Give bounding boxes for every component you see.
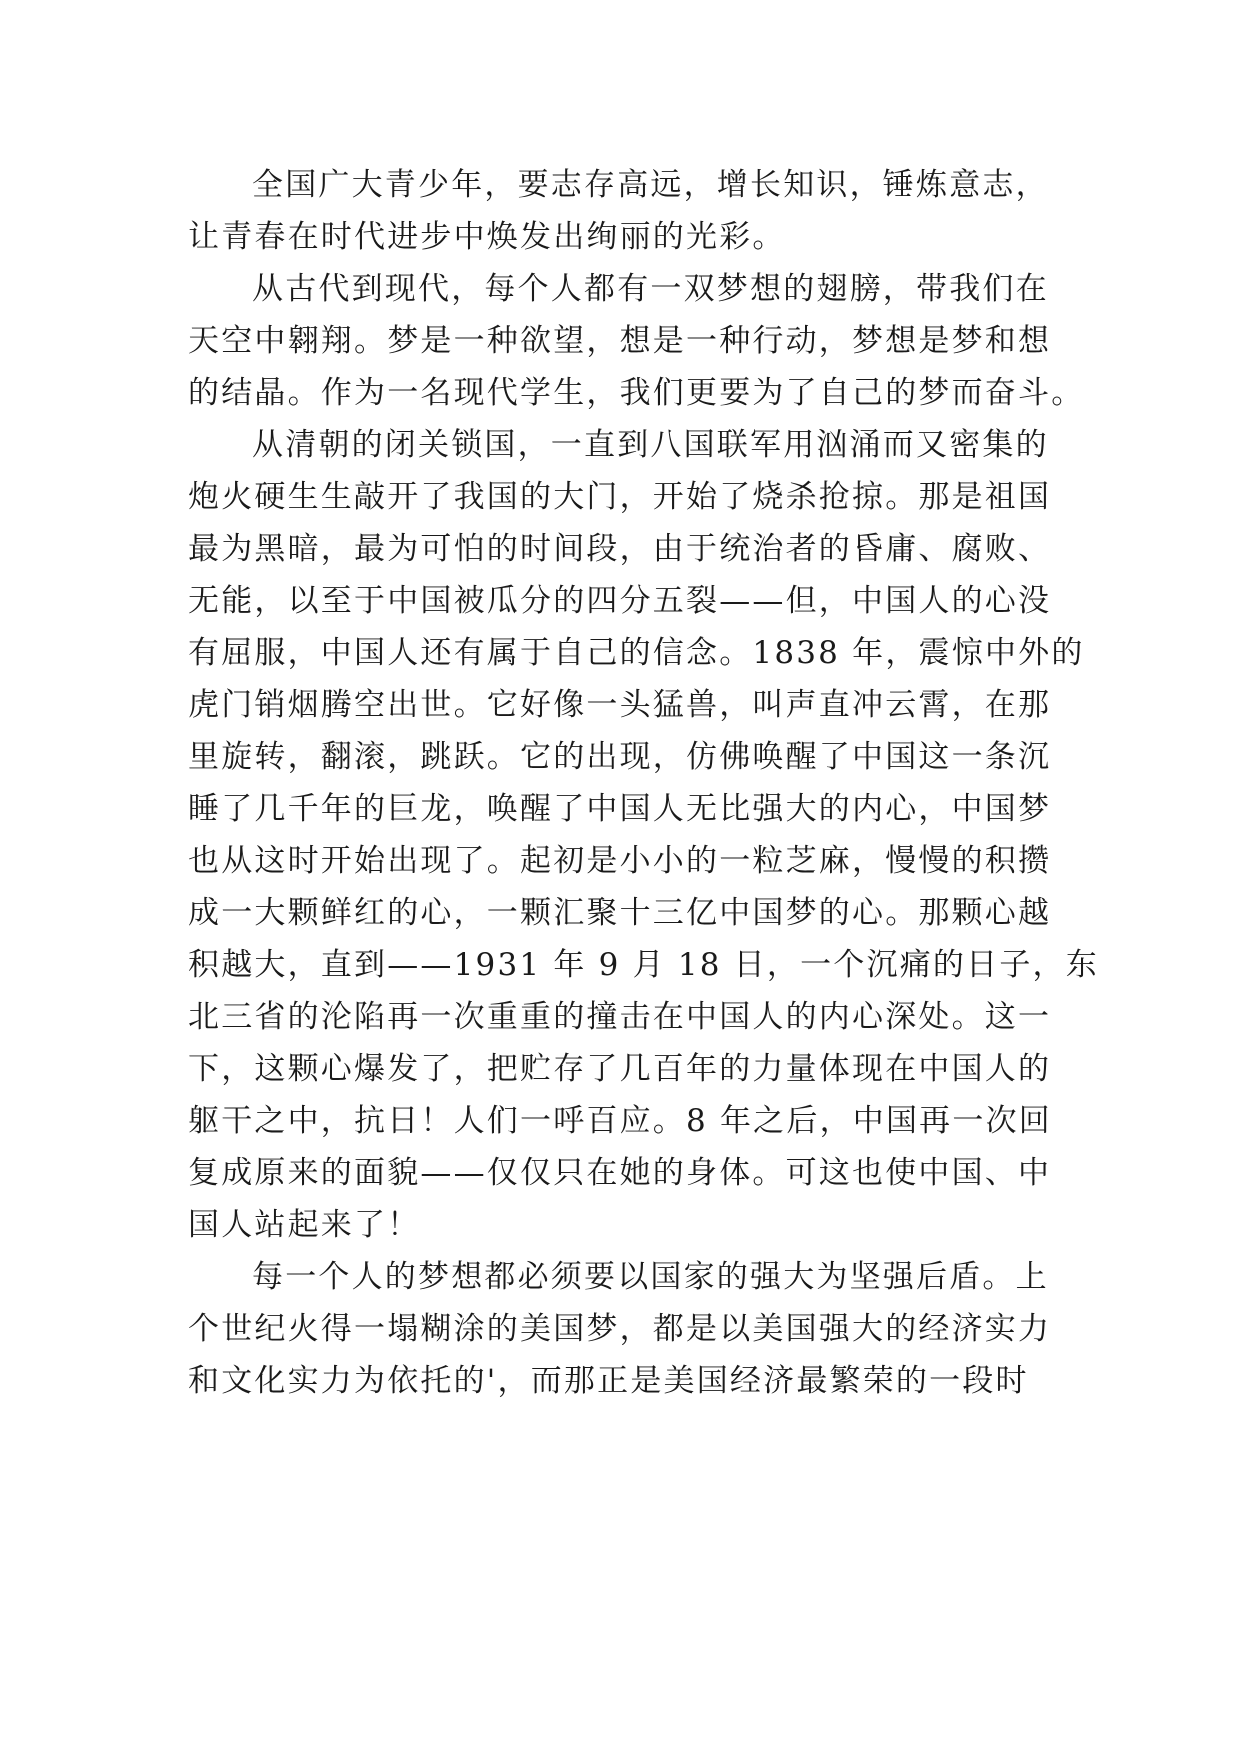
text-line: 复成原来的面貌——仅仅只在她的身体。可这也使中国、中 bbox=[188, 1155, 1052, 1191]
text-line: 躯干之中，抗日！人们一呼百应。8 年之后，中国再一次回 bbox=[188, 1103, 1052, 1139]
text-line: 成一大颗鲜红的心，一颗汇聚十三亿中国梦的心。那颗心越 bbox=[188, 895, 1052, 931]
text-line: 从清朝的闭关锁国，一直到八国联军用汹涌而又密集的 bbox=[252, 427, 1049, 463]
text-line: 从古代到现代，每个人都有一双梦想的翅膀，带我们在 bbox=[252, 271, 1049, 307]
text-line: 最为黑暗，最为可怕的时间段，由于统治者的昏庸、腐败、 bbox=[188, 531, 1052, 567]
text-line: 里旋转，翻滚，跳跃。它的出现，仿佛唤醒了中国这一条沉 bbox=[188, 739, 1052, 775]
text-line: 个世纪火得一塌糊涂的美国梦，都是以美国强大的经济实力 bbox=[188, 1311, 1052, 1347]
text-line: 全国广大青少年，要志存高远，增长知识，锤炼意志， bbox=[252, 167, 1049, 203]
text-line: 天空中翱翔。梦是一种欲望，想是一种行动，梦想是梦和想 bbox=[188, 323, 1052, 359]
text-line: 和文化实力为依托的'，而那正是美国经济最繁荣的一段时 bbox=[188, 1363, 1029, 1399]
text-line: 每一个人的梦想都必须要以国家的强大为坚强后盾。上 bbox=[252, 1259, 1049, 1295]
text-line: 睡了几千年的巨龙，唤醒了中国人无比强大的内心，中国梦 bbox=[188, 791, 1052, 827]
text-line: 虎门销烟腾空出世。它好像一头猛兽，叫声直冲云霄，在那 bbox=[188, 687, 1052, 723]
text-line: 国人站起来了！ bbox=[188, 1207, 421, 1243]
text-line: 的结晶。作为一名现代学生，我们更要为了自己的梦而奋斗。 bbox=[188, 375, 1085, 411]
text-line: 积越大，直到——1931 年 9 月 18 日，一个沉痛的日子，东 bbox=[188, 947, 1099, 983]
text-line: 炮火硬生生敲开了我国的大门，开始了烧杀抢掠。那是祖国 bbox=[188, 479, 1052, 515]
text-line: 无能，以至于中国被瓜分的四分五裂——但，中国人的心没 bbox=[188, 583, 1052, 619]
text-line: 下，这颗心爆发了，把贮存了几百年的力量体现在中国人的 bbox=[188, 1051, 1052, 1087]
text-line: 有屈服，中国人还有属于自己的信念。1838 年，震惊中外的 bbox=[188, 635, 1085, 671]
text-line: 北三省的沦陷再一次重重的撞击在中国人的内心深处。这一 bbox=[188, 999, 1052, 1035]
text-line: 让青春在时代进步中焕发出绚丽的光彩。 bbox=[188, 219, 786, 255]
text-line: 也从这时开始出现了。起初是小小的一粒芝麻，慢慢的积攒 bbox=[188, 843, 1052, 879]
